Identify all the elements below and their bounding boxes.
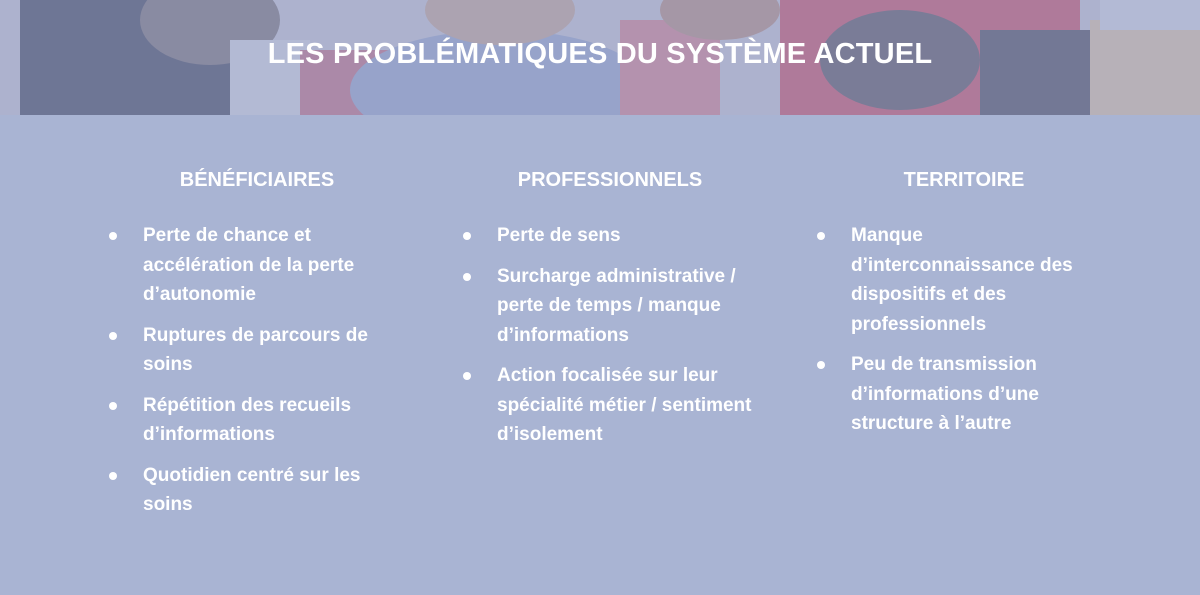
list-item: Répétition des recueils d’informations [143, 391, 403, 450]
bullet-icon [817, 232, 825, 240]
column-heading: TERRITOIRE [903, 169, 1025, 191]
bullet-icon [817, 361, 825, 369]
columns-section [0, 115, 1200, 595]
page-title: LES PROBLÉMATIQUES DU SYSTÈME ACTUEL [267, 38, 933, 70]
column-list [851, 221, 1101, 450]
bullet-icon [109, 402, 117, 410]
column-heading: PROFESSIONNELS [517, 169, 703, 191]
list-item: Perte de chance et accélération de la perte d’autonomie [143, 221, 403, 310]
list-item: Peu de transmission d’informations d’une structure à l’autre [851, 350, 1101, 439]
column-list [497, 221, 772, 461]
bullet-icon [463, 372, 471, 380]
bullet-icon [109, 232, 117, 240]
header-banner [0, 0, 1200, 115]
list-item: Manque d’interconnaissance des dispositifs et des professionnels [851, 221, 1101, 339]
bullet-icon [463, 232, 471, 240]
bullet-icon [109, 472, 117, 480]
column-heading: BÉNÉFICIAIRES [179, 169, 335, 191]
column-list [143, 221, 403, 531]
list-item: Perte de sens [497, 221, 772, 251]
bullet-icon [463, 273, 471, 281]
list-item: Action focalisée sur leur spécialité métier / sentiment d’isolement [497, 361, 772, 450]
list-item: Surcharge administrative / perte de temps / manque d’informations [497, 262, 772, 351]
list-item: Ruptures de parcours de soins [143, 321, 403, 380]
bullet-icon [109, 332, 117, 340]
list-item: Quotidien centré sur les soins [143, 461, 403, 520]
